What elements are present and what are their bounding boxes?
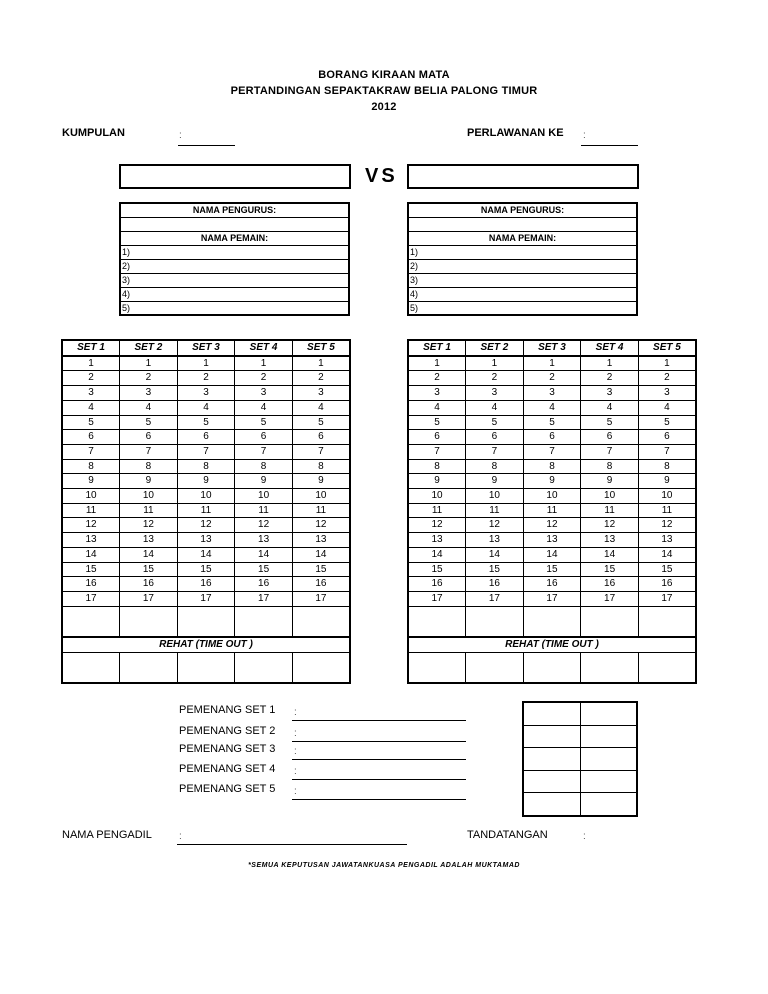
timeout-cell[interactable] [638, 652, 696, 683]
point-cell[interactable]: 15 [177, 562, 235, 577]
point-cell[interactable]: 3 [62, 386, 120, 401]
team-a-score-table [61, 339, 351, 684]
point-cell[interactable]: 1 [292, 356, 350, 371]
point-cell[interactable]: 16 [638, 577, 696, 592]
team-b-score-table [407, 339, 697, 684]
winner-box[interactable] [580, 770, 637, 793]
point-cell[interactable]: 11 [581, 503, 639, 518]
point-cell[interactable]: 17 [408, 591, 466, 606]
point-cell[interactable]: 2 [235, 371, 293, 386]
winner-label: PEMENANG SET 3 [179, 743, 276, 755]
winner-colon: : [294, 786, 297, 797]
point-cell[interactable]: 2 [177, 371, 235, 386]
set-total-cell[interactable] [408, 606, 466, 637]
point-cell[interactable]: 14 [638, 547, 696, 562]
point-cell[interactable]: 14 [177, 547, 235, 562]
point-cell[interactable]: 17 [581, 591, 639, 606]
point-cell[interactable]: 11 [177, 503, 235, 518]
timeout-cell[interactable] [292, 652, 350, 683]
point-cell[interactable]: 6 [408, 430, 466, 445]
set-header: SET 4 [581, 340, 639, 356]
point-cell[interactable]: 6 [177, 430, 235, 445]
winner-box[interactable] [523, 748, 580, 771]
point-cell[interactable]: 13 [638, 533, 696, 548]
point-cell[interactable]: 17 [235, 591, 293, 606]
point-cell[interactable]: 5 [466, 415, 524, 430]
point-cell[interactable]: 16 [62, 577, 120, 592]
point-cell[interactable]: 5 [638, 415, 696, 430]
point-cell[interactable]: 15 [120, 562, 178, 577]
pengadil-label: NAMA PENGADIL [62, 829, 152, 841]
point-cell[interactable]: 8 [523, 459, 581, 474]
winner-field[interactable] [292, 799, 466, 800]
player-row[interactable]: 5) [120, 301, 349, 315]
competition-title: PERTANDINGAN SEPAKTAKRAW BELIA PALONG TIMUR [230, 85, 538, 97]
point-cell[interactable]: 17 [638, 591, 696, 606]
set-total-cell[interactable] [292, 606, 350, 637]
perlawanan-label: PERLAWANAN KE [467, 127, 564, 139]
form-title: BORANG KIRAAN MATA [318, 69, 450, 81]
point-cell[interactable]: 5 [523, 415, 581, 430]
footnote: *SEMUA KEPUTUSAN JAWATANKUASA PENGADIL ADALAH MUKTAMAD [248, 862, 520, 869]
point-cell[interactable]: 9 [235, 474, 293, 489]
point-cell[interactable]: 2 [466, 371, 524, 386]
point-cell[interactable]: 11 [638, 503, 696, 518]
set-total-cell[interactable] [120, 606, 178, 637]
point-cell[interactable]: 13 [581, 533, 639, 548]
point-cell[interactable]: 5 [292, 415, 350, 430]
set-header: SET 5 [638, 340, 696, 356]
point-cell[interactable]: 15 [466, 562, 524, 577]
point-cell[interactable]: 16 [408, 577, 466, 592]
point-cell[interactable]: 12 [177, 518, 235, 533]
timeout-cell[interactable] [177, 652, 235, 683]
point-cell[interactable]: 2 [638, 371, 696, 386]
point-cell[interactable]: 14 [523, 547, 581, 562]
winner-colon: : [294, 728, 297, 739]
point-cell[interactable]: 15 [581, 562, 639, 577]
player-row[interactable]: 1) [408, 245, 637, 259]
point-cell[interactable]: 9 [292, 474, 350, 489]
point-cell[interactable]: 1 [235, 356, 293, 371]
point-cell[interactable]: 13 [120, 533, 178, 548]
winner-box[interactable] [523, 725, 580, 748]
point-cell[interactable]: 13 [177, 533, 235, 548]
pengadil-colon: : [179, 831, 182, 842]
winner-score-boxes [522, 701, 638, 817]
winner-label: PEMENANG SET 4 [179, 763, 276, 775]
winner-box[interactable] [523, 702, 580, 725]
point-cell[interactable]: 2 [523, 371, 581, 386]
point-cell[interactable]: 5 [120, 415, 178, 430]
point-cell[interactable]: 13 [523, 533, 581, 548]
point-cell[interactable]: 7 [523, 444, 581, 459]
team-b-name-box[interactable] [407, 164, 639, 189]
point-cell[interactable]: 2 [120, 371, 178, 386]
point-cell[interactable]: 10 [638, 489, 696, 504]
point-cell[interactable]: 15 [638, 562, 696, 577]
point-cell[interactable]: 14 [408, 547, 466, 562]
point-cell[interactable]: 17 [120, 591, 178, 606]
point-cell[interactable]: 10 [466, 489, 524, 504]
point-cell[interactable]: 15 [523, 562, 581, 577]
point-cell[interactable]: 9 [408, 474, 466, 489]
set-header: SET 1 [62, 340, 120, 356]
point-cell[interactable]: 16 [235, 577, 293, 592]
point-cell[interactable]: 16 [523, 577, 581, 592]
point-cell[interactable]: 6 [581, 430, 639, 445]
winner-colon: : [294, 746, 297, 757]
player-row[interactable]: 1) [120, 245, 349, 259]
point-cell[interactable]: 11 [120, 503, 178, 518]
winner-box[interactable] [580, 702, 637, 725]
winner-field[interactable] [292, 741, 466, 742]
point-cell[interactable]: 12 [581, 518, 639, 533]
team-b-info-table [407, 202, 638, 316]
point-cell[interactable]: 11 [292, 503, 350, 518]
point-cell[interactable]: 10 [177, 489, 235, 504]
player-row[interactable]: 2) [408, 259, 637, 273]
point-cell[interactable]: 7 [292, 444, 350, 459]
point-cell[interactable]: 1 [466, 356, 524, 371]
point-cell[interactable]: 3 [581, 386, 639, 401]
point-cell[interactable]: 3 [177, 386, 235, 401]
point-cell[interactable]: 3 [292, 386, 350, 401]
player-row[interactable]: 3) [120, 273, 349, 287]
point-cell[interactable]: 14 [466, 547, 524, 562]
point-cell[interactable]: 9 [466, 474, 524, 489]
team-a-info-table [119, 202, 350, 316]
point-cell[interactable]: 6 [466, 430, 524, 445]
tandatangan-label: TANDATANGAN [467, 829, 548, 841]
winner-box[interactable] [580, 793, 637, 816]
point-cell[interactable]: 1 [408, 356, 466, 371]
point-cell[interactable]: 4 [408, 400, 466, 415]
point-cell[interactable]: 4 [62, 400, 120, 415]
point-cell[interactable]: 6 [292, 430, 350, 445]
winner-box[interactable] [523, 770, 580, 793]
point-cell[interactable]: 10 [62, 489, 120, 504]
point-cell[interactable]: 8 [62, 459, 120, 474]
winner-colon: : [294, 766, 297, 777]
point-cell[interactable]: 9 [120, 474, 178, 489]
point-cell[interactable]: 7 [177, 444, 235, 459]
timeout-cell[interactable] [120, 652, 178, 683]
set-header: SET 5 [292, 340, 350, 356]
set-header: SET 1 [408, 340, 466, 356]
point-cell[interactable]: 4 [177, 400, 235, 415]
point-cell[interactable]: 1 [581, 356, 639, 371]
set-total-cell[interactable] [177, 606, 235, 637]
point-cell[interactable]: 7 [408, 444, 466, 459]
point-cell[interactable]: 1 [62, 356, 120, 371]
point-cell[interactable]: 6 [523, 430, 581, 445]
point-cell[interactable]: 16 [292, 577, 350, 592]
point-cell[interactable]: 2 [408, 371, 466, 386]
point-cell[interactable]: 11 [235, 503, 293, 518]
point-cell[interactable]: 1 [523, 356, 581, 371]
point-cell[interactable]: 13 [292, 533, 350, 548]
point-cell[interactable]: 5 [177, 415, 235, 430]
point-cell[interactable]: 17 [523, 591, 581, 606]
point-cell[interactable]: 10 [523, 489, 581, 504]
rehat-label: REHAT (TIME OUT ) [408, 637, 696, 652]
point-cell[interactable]: 12 [120, 518, 178, 533]
point-cell[interactable]: 4 [120, 400, 178, 415]
pengurus-label: NAMA PENGURUS: [408, 203, 637, 217]
tandatangan-colon: : [583, 831, 586, 842]
set-total-cell[interactable] [235, 606, 293, 637]
set-header: SET 4 [235, 340, 293, 356]
set-total-cell[interactable] [638, 606, 696, 637]
player-row[interactable]: 2) [120, 259, 349, 273]
point-cell[interactable]: 4 [523, 400, 581, 415]
rehat-label: REHAT (TIME OUT ) [62, 637, 350, 652]
point-cell[interactable]: 4 [638, 400, 696, 415]
point-cell[interactable]: 12 [638, 518, 696, 533]
point-cell[interactable]: 4 [292, 400, 350, 415]
winner-label: PEMENANG SET 2 [179, 725, 276, 737]
point-cell[interactable]: 3 [466, 386, 524, 401]
point-cell[interactable]: 15 [292, 562, 350, 577]
point-cell[interactable]: 12 [408, 518, 466, 533]
point-cell[interactable]: 14 [235, 547, 293, 562]
point-cell[interactable]: 7 [581, 444, 639, 459]
point-cell[interactable]: 17 [62, 591, 120, 606]
pengurus-field[interactable] [120, 217, 349, 231]
point-cell[interactable]: 7 [62, 444, 120, 459]
point-cell[interactable]: 11 [523, 503, 581, 518]
vs-label: VS [365, 165, 398, 187]
point-cell[interactable]: 11 [466, 503, 524, 518]
point-cell[interactable]: 14 [120, 547, 178, 562]
timeout-cell[interactable] [466, 652, 524, 683]
point-cell[interactable]: 5 [235, 415, 293, 430]
point-cell[interactable]: 5 [62, 415, 120, 430]
point-cell[interactable]: 6 [62, 430, 120, 445]
pemain-label: NAMA PEMAIN: [120, 231, 349, 245]
point-cell[interactable]: 3 [235, 386, 293, 401]
point-cell[interactable]: 6 [638, 430, 696, 445]
point-cell[interactable]: 13 [62, 533, 120, 548]
point-cell[interactable]: 8 [177, 459, 235, 474]
point-cell[interactable]: 8 [120, 459, 178, 474]
point-cell[interactable]: 4 [466, 400, 524, 415]
player-row[interactable]: 4) [120, 287, 349, 301]
point-cell[interactable]: 7 [466, 444, 524, 459]
team-a-name-box[interactable] [119, 164, 351, 189]
point-cell[interactable]: 8 [466, 459, 524, 474]
point-cell[interactable]: 5 [408, 415, 466, 430]
kumpulan-colon: : [179, 130, 182, 141]
point-cell[interactable]: 11 [62, 503, 120, 518]
point-cell[interactable]: 8 [638, 459, 696, 474]
winner-box[interactable] [580, 748, 637, 771]
point-cell[interactable]: 16 [581, 577, 639, 592]
point-cell[interactable]: 9 [177, 474, 235, 489]
winner-box[interactable] [523, 793, 580, 816]
point-cell[interactable]: 1 [638, 356, 696, 371]
point-cell[interactable]: 13 [466, 533, 524, 548]
set-header: SET 3 [177, 340, 235, 356]
point-cell[interactable]: 6 [235, 430, 293, 445]
point-cell[interactable]: 14 [581, 547, 639, 562]
set-header: SET 2 [120, 340, 178, 356]
point-cell[interactable]: 10 [408, 489, 466, 504]
point-cell[interactable]: 17 [177, 591, 235, 606]
point-cell[interactable]: 10 [120, 489, 178, 504]
set-total-cell[interactable] [581, 606, 639, 637]
point-cell[interactable]: 16 [177, 577, 235, 592]
set-header: SET 2 [466, 340, 524, 356]
year-title: 2012 [371, 101, 397, 113]
set-header: SET 3 [523, 340, 581, 356]
point-cell[interactable]: 7 [120, 444, 178, 459]
winner-box[interactable] [580, 725, 637, 748]
perlawanan-colon: : [583, 130, 586, 141]
pengurus-label: NAMA PENGURUS: [120, 203, 349, 217]
point-cell[interactable]: 11 [408, 503, 466, 518]
point-cell[interactable]: 15 [62, 562, 120, 577]
point-cell[interactable]: 7 [638, 444, 696, 459]
timeout-cell[interactable] [523, 652, 581, 683]
point-cell[interactable]: 3 [120, 386, 178, 401]
point-cell[interactable]: 12 [523, 518, 581, 533]
set-total-cell[interactable] [62, 606, 120, 637]
point-cell[interactable]: 2 [62, 371, 120, 386]
winner-label: PEMENANG SET 1 [179, 704, 276, 716]
kumpulan-field[interactable] [178, 145, 235, 146]
point-cell[interactable]: 10 [292, 489, 350, 504]
point-cell[interactable]: 1 [120, 356, 178, 371]
point-cell[interactable]: 9 [523, 474, 581, 489]
point-cell[interactable]: 15 [408, 562, 466, 577]
point-cell[interactable]: 17 [466, 591, 524, 606]
point-cell[interactable]: 10 [581, 489, 639, 504]
point-cell[interactable]: 5 [581, 415, 639, 430]
point-cell[interactable]: 9 [581, 474, 639, 489]
pengurus-field[interactable] [408, 217, 637, 231]
point-cell[interactable]: 2 [581, 371, 639, 386]
timeout-cell[interactable] [581, 652, 639, 683]
pengadil-field[interactable] [177, 844, 407, 845]
point-cell[interactable]: 8 [408, 459, 466, 474]
point-cell[interactable]: 3 [523, 386, 581, 401]
kumpulan-label: KUMPULAN [62, 127, 125, 139]
winner-label: PEMENANG SET 5 [179, 783, 276, 795]
point-cell[interactable]: 1 [177, 356, 235, 371]
point-cell[interactable]: 6 [120, 430, 178, 445]
point-cell[interactable]: 13 [235, 533, 293, 548]
point-cell[interactable]: 12 [292, 518, 350, 533]
player-row[interactable]: 5) [408, 301, 637, 315]
point-cell[interactable]: 7 [235, 444, 293, 459]
timeout-cell[interactable] [235, 652, 293, 683]
timeout-cell[interactable] [62, 652, 120, 683]
point-cell[interactable]: 10 [235, 489, 293, 504]
winner-field[interactable] [292, 759, 466, 760]
point-cell[interactable]: 13 [408, 533, 466, 548]
point-cell[interactable]: 14 [62, 547, 120, 562]
point-cell[interactable]: 12 [62, 518, 120, 533]
player-row[interactable]: 4) [408, 287, 637, 301]
point-cell[interactable]: 8 [292, 459, 350, 474]
point-cell[interactable]: 4 [581, 400, 639, 415]
point-cell[interactable]: 15 [235, 562, 293, 577]
set-total-cell[interactable] [466, 606, 524, 637]
point-cell[interactable]: 8 [235, 459, 293, 474]
point-cell[interactable]: 16 [120, 577, 178, 592]
winner-field[interactable] [292, 720, 466, 721]
point-cell[interactable]: 16 [466, 577, 524, 592]
point-cell[interactable]: 3 [408, 386, 466, 401]
set-total-cell[interactable] [523, 606, 581, 637]
point-cell[interactable]: 2 [292, 371, 350, 386]
player-row[interactable]: 3) [408, 273, 637, 287]
point-cell[interactable]: 9 [638, 474, 696, 489]
point-cell[interactable]: 12 [466, 518, 524, 533]
winner-field[interactable] [292, 779, 466, 780]
point-cell[interactable]: 8 [581, 459, 639, 474]
timeout-cell[interactable] [408, 652, 466, 683]
point-cell[interactable]: 3 [638, 386, 696, 401]
perlawanan-field[interactable] [581, 145, 638, 146]
pemain-label: NAMA PEMAIN: [408, 231, 637, 245]
point-cell[interactable]: 17 [292, 591, 350, 606]
point-cell[interactable]: 14 [292, 547, 350, 562]
point-cell[interactable]: 9 [62, 474, 120, 489]
winner-colon: : [294, 707, 297, 718]
point-cell[interactable]: 4 [235, 400, 293, 415]
point-cell[interactable]: 12 [235, 518, 293, 533]
